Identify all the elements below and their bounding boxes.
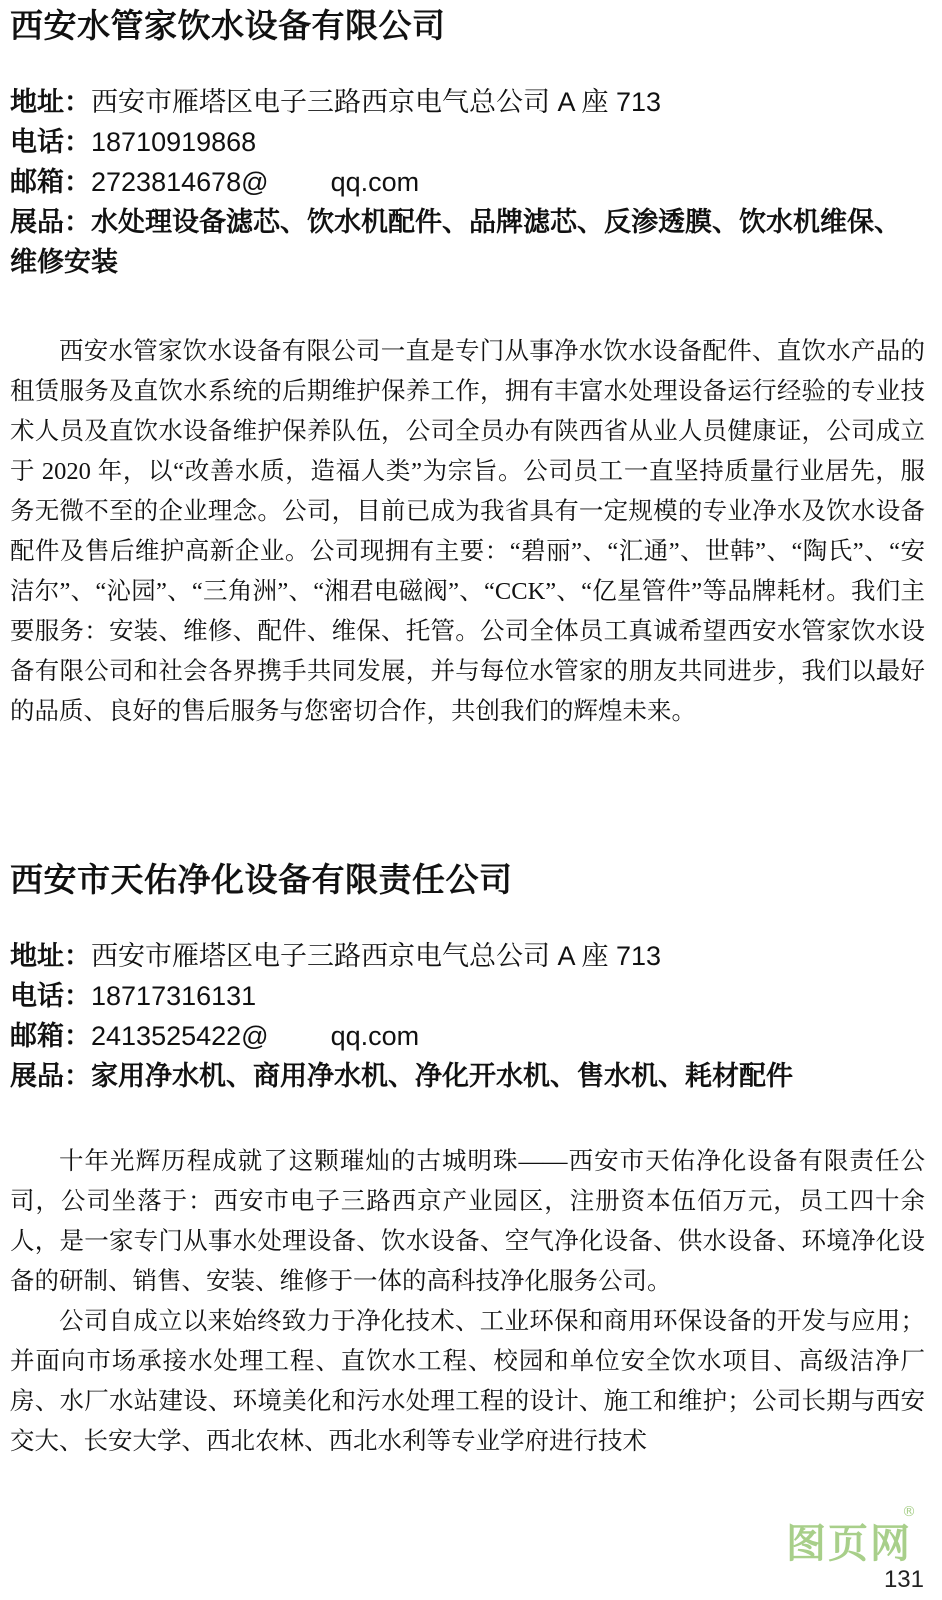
- email-label: 邮箱：: [10, 167, 91, 197]
- email-user: 2413525422@: [91, 1021, 269, 1051]
- description-paragraph: 西安水管家饮水设备有限公司一直是专门从事净水饮水设备配件、直饮水产品的租赁服务及直饮水系统的后期维护保养工作，拥有丰富水处理设备运行经验的专业技术人员及直饮水设备维护保养队伍，公司全员办有陕西省从业人员健康证，公司成立于 2020 年，以“改善水质，造福人类”为宗旨。公司员工一直坚持质量行业居先，服务无微不至的企业理念。公司，目前已成为我省具有一定规模的专业净水及饮水设备配件及售后维护高新企业。公司现拥有主要：“碧丽”、“汇通”、世韩”、“陶氏”、“安洁尔”、“沁园”、“三角洲”、“湘君电磁阀”、“CCK”、“亿星管件”等品牌耗材。我们主要服务：安装、维修、配件、维保、托管。公司全体员工真诚希望西安水管家饮水设备有限公司和社会各界携手共同发展，并与每位水管家的朋友共同进步，我们以最好的品质、良好的售后服务与您密切合作，共创我们的辉煌未来。: [10, 338, 925, 725]
- email-row: [10, 162, 925, 202]
- page-number: 131: [883, 1566, 924, 1593]
- email-label: 邮箱：: [10, 1021, 91, 1051]
- address-label: 地址：: [10, 87, 91, 117]
- email-user: 2723814678@: [91, 167, 269, 197]
- address-label: 地址：: [10, 941, 91, 971]
- products-value: 水处理设备滤芯、饮水机配件、品牌滤芯、反渗透膜、饮水机维保、维修安装: [10, 207, 901, 277]
- address-row: [10, 82, 925, 122]
- watermark-logo: 图页网: [786, 1521, 912, 1567]
- email-domain: qq.com: [330, 1021, 420, 1051]
- phone-label: 电话：: [10, 127, 91, 157]
- company-section-1: [10, 4, 925, 732]
- address-value: 西安市雁塔区电子三路西京电气总公司 A 座 713: [91, 87, 662, 117]
- email-row: [10, 1016, 925, 1056]
- phone-value: 18710919868: [91, 127, 257, 157]
- registered-mark: ®: [902, 1504, 916, 1520]
- phone-value: 18717316131: [91, 981, 257, 1011]
- products-row: [10, 202, 925, 282]
- products-label: 展品：: [10, 1061, 91, 1091]
- company-section-2: [10, 858, 925, 1462]
- products-label: 展品：: [10, 207, 91, 237]
- email-domain: qq.com: [330, 167, 420, 197]
- company-description: [10, 1142, 925, 1462]
- company-title: 西安水管家饮水设备有限公司: [10, 7, 446, 44]
- products-value: 家用净水机、商用净水机、净化开水机、售水机、耗材配件: [91, 1061, 793, 1091]
- company-description: [10, 332, 925, 732]
- phone-row: [10, 976, 925, 1016]
- description-paragraph: 公司自成立以来始终致力于净化技术、工业环保和商用环保设备的开发与应用；并面向市场承接水处理工程、直饮水工程、校园和单位安全饮水项目、高级洁净厂房、水厂水站建设、环境美化和污水处理工程的设计、施工和维护；公司长期与西安交大、长安大学、西北农林、西北水利等专业学府进行技术: [10, 1308, 925, 1455]
- company-info: [10, 82, 925, 282]
- address-value: 西安市雁塔区电子三路西京电气总公司 A 座 713: [91, 941, 662, 971]
- products-row: [10, 1056, 925, 1096]
- phone-row: [10, 122, 925, 162]
- description-paragraph: 十年光辉历程成就了这颗璀灿的古城明珠——西安市天佑净化设备有限责任公司，公司坐落于：西安市电子三路西京产业园区，注册资本伍佰万元，员工四十余人，是一家专门从事水处理设备、饮水设备、空气净化设备、供水设备、环境净化设备的研制、销售、安装、维修于一体的高科技净化服务公司。: [10, 1148, 925, 1295]
- phone-label: 电话：: [10, 981, 91, 1011]
- company-info: [10, 936, 925, 1096]
- company-title: 西安市天佑净化设备有限责任公司: [10, 861, 513, 898]
- address-row: [10, 936, 925, 976]
